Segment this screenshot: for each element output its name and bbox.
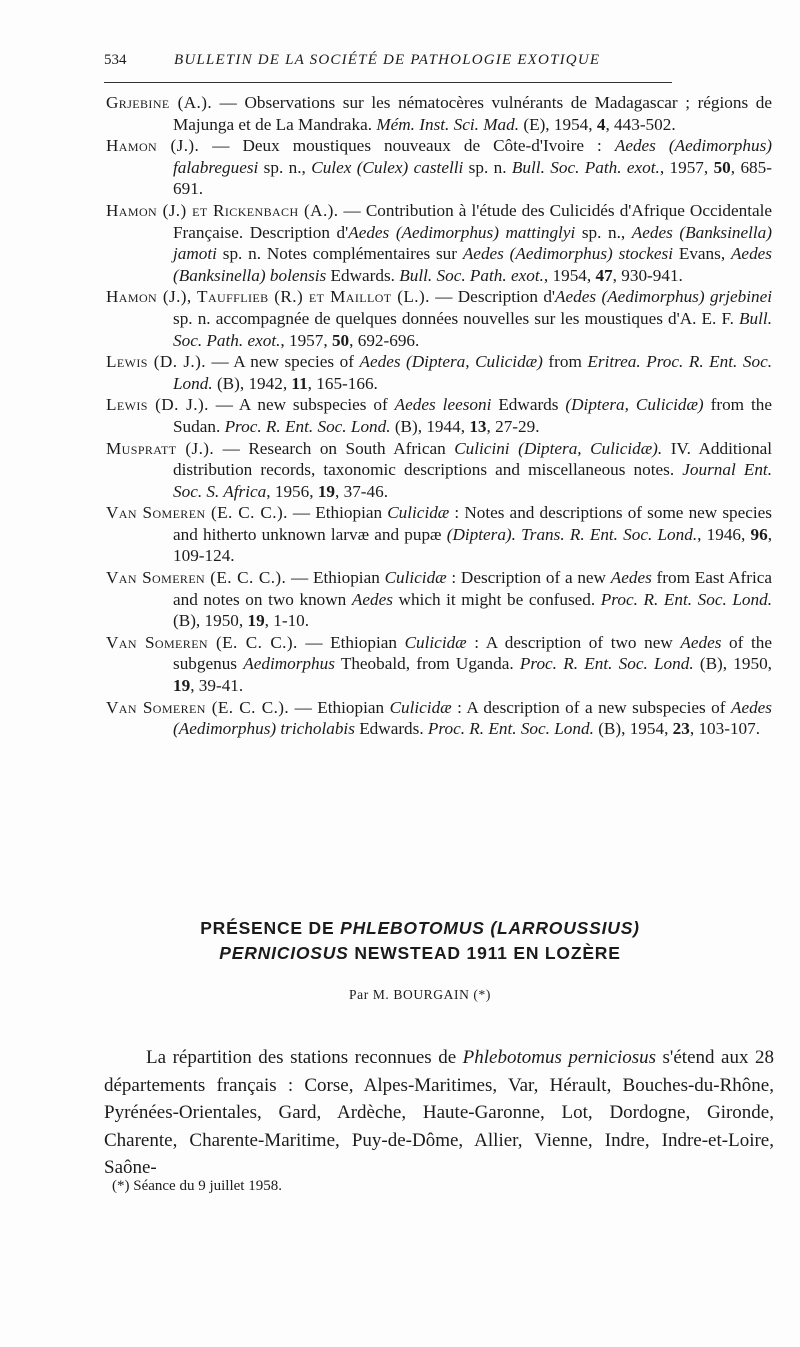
reference-author: Lewis (D. J.).: [106, 395, 209, 415]
reference-author: Van Someren (E. C. C.).: [106, 568, 287, 588]
reference-author: Hamon (J.).: [106, 136, 200, 156]
journal-name: Bull. Soc. Path. exot.: [511, 157, 660, 177]
page-header: [104, 50, 674, 76]
reference-item: Muspratt (J.). — Research on South African Culicini (Diptera, Culicidæ). IV. Additional distribution records, taxonomic descriptions and miscellaneous notes. Journal Ent. Soc. S. Africa, 1956, 19, 37-46.: [106, 438, 772, 501]
species-name: Aedimorphus: [243, 654, 335, 674]
volume-number: 19: [317, 481, 335, 501]
species-name: Aedes leesoni: [394, 395, 492, 415]
reference-item: Lewis (D. J.). — A new subspecies of Aedes leesoni Edwards (Diptera, Culicidæ) from the Sudan. Proc. R. Ent. Soc. Lond. (B), 1944, 13, 27-29.: [106, 395, 772, 436]
page-number: 534: [104, 52, 127, 68]
reference-item: Hamon (J.), Taufflieb (R.) et Maillot (L.). — Description d'Aedes (Aedimorphus) grjebinei sp. n. accompagnée de quelques données nouvelles sur les moustiques d'A. E. F. Bull. Soc. Path. exot., 1957, 50, 692-696.: [106, 287, 773, 350]
reference-author: Lewis (D. J.).: [106, 352, 206, 372]
reference-item: Hamon (J.). — Deux moustiques nouveaux de Côte-d'Ivoire : Aedes (Aedimorphus) falabreguesi sp. n., Culex (Culex) castelli sp. n. Bull. Soc. Path. exot., 1957, 50, 685-691.: [106, 136, 772, 199]
article-title: PRÉSENCE DE PHLEBOTOMUS (LARROUSSIUS) PERNICIOSUS NEWSTEAD 1911 EN LOZÈRE: [200, 918, 640, 963]
reference-author: Van Someren (E. C. C.).: [106, 697, 290, 717]
volume-number: 19: [247, 611, 265, 631]
species-name: Culicidæ: [389, 697, 452, 717]
species-name: Culex (Culex) castelli: [311, 157, 464, 177]
reference-item: Van Someren (E. C. C.). — Ethiopian Culicidæ : A description of a new subspecies of Aedes (Aedimorphus) tricholabis Edwards. Proc. R. Ent. Soc. Lond. (B), 1954, 23, 103-107.: [106, 697, 772, 739]
footnote: (*) Séance du 9 juillet 1958.: [112, 1178, 282, 1194]
volume-number: 11: [291, 373, 308, 393]
volume-number: 96: [750, 524, 768, 544]
running-title: BULLETIN DE LA SOCIÉTÉ DE PATHOLOGIE EXOTIQUE: [174, 52, 601, 68]
species-name: Aedes (Aedimorphus) mattinglyi: [348, 222, 576, 242]
title-species: PHLEBOTOMUS (LARROUSSIUS) PERNICIOSUS: [219, 918, 640, 963]
journal-name: Proc. R. Ent. Soc. Lond.: [519, 654, 694, 674]
species-name: Culicidæ: [404, 632, 467, 652]
journal-name: Journal Ent. Soc. S. Africa: [173, 460, 772, 501]
journal-name: Proc. R. Ent. Soc. Lond.: [224, 416, 391, 436]
journal-name: Proc. R. Ent. Soc. Lond.: [600, 589, 772, 609]
volume-number: 47: [595, 265, 613, 285]
reference-item: Van Someren (E. C. C.). — Ethiopian Culicidæ : A description of two new Aedes of the subgenus Aedimorphus Theobald, from Uganda. Proc. R. Ent. Soc. Lond. (B), 1950, 19, 39-41.: [106, 632, 772, 696]
reference-author: Hamon (J.) et Rickenbach (A.).: [106, 200, 339, 220]
journal-name: Mém. Inst. Sci. Mad.: [376, 114, 520, 134]
species-name: Aedes (Aedimorphus) stockesi: [462, 244, 673, 264]
species-name: (Diptera, Culicidæ): [565, 395, 704, 415]
header-rule: [104, 82, 672, 83]
reference-item: Grjebine (A.). — Observations sur les nématocères vulnérants de Madagascar ; régions de Majunga et de La Mandraka. Mém. Inst. Sci. Mad. (E), 1954, 4, 443-502.: [106, 93, 773, 134]
species-name: Aedes (Aedimorphus) tricholabis: [173, 697, 772, 739]
species-name: Aedes (Diptera, Culicidæ): [359, 352, 543, 372]
species-name: Culicidæ: [387, 503, 450, 523]
volume-number: 23: [672, 719, 690, 739]
body-species: Phlebotomus perniciosus: [462, 1047, 657, 1068]
species-name: (Diptera).: [446, 524, 516, 544]
species-name: Aedes (Aedimorphus) grjebinei: [555, 287, 773, 307]
article-byline: Par M. BOURGAIN (*): [349, 987, 491, 1002]
journal-name: Trans. R. Ent. Soc. Lond.: [521, 524, 698, 544]
volume-number: 13: [469, 416, 487, 436]
reference-author: Muspratt (J.).: [106, 438, 215, 458]
reference-author: Hamon (J.), Taufflieb (R.) et Maillot (L.).: [106, 287, 430, 307]
reference-list: [106, 92, 772, 740]
volume-number: 4: [596, 114, 606, 134]
reference-author: Van Someren (E. C. C.).: [106, 632, 298, 652]
species-name: Aedes (Aedimorphus) falabreguesi: [173, 136, 772, 177]
volume-number: 50: [331, 330, 350, 350]
volume-number: 50: [713, 157, 731, 177]
journal-name: Bull. Soc. Path. exot.: [399, 265, 544, 285]
species-name: Aedes: [610, 568, 652, 588]
reference-author: Van Someren (E. C. C.).: [106, 503, 288, 523]
species-name: Aedes (Banksinella) jamoti: [173, 222, 772, 264]
species-name: Culicini (Diptera, Culicidæ).: [454, 438, 663, 458]
species-name: Aedes (Banksinella) bolensis: [173, 244, 772, 285]
journal-name: Proc. R. Ent. Soc. Lond.: [427, 719, 594, 739]
journal-name: Proc. R. Ent. Soc. Lond.: [173, 352, 772, 393]
journal-name: Bull. Soc. Path. exot.: [173, 308, 772, 350]
reference-author: Grjebine (A.).: [106, 93, 213, 112]
reference-item: Lewis (D. J.). — A new species of Aedes (Diptera, Culicidæ) from Eritrea. Proc. R. Ent. Soc. Lond. (B), 1942, 11, 165-166.: [106, 352, 772, 393]
species-name: Aedes: [351, 589, 393, 609]
reference-item: Hamon (J.) et Rickenbach (A.). — Contribution à l'étude des Culicidés d'Afrique Occidentale Française. Description d'Aedes (Aedimorphus) mattinglyi sp. n., Aedes (Banksinella) jamoti sp. n. Notes complémentaires sur Aedes (Aedimorphus) stockesi Evans, Aedes (Banksinella) bolensis Edwards. Bull. Soc. Path. exot., 1954, 47, 930-941.: [106, 200, 773, 285]
place-name: Eritrea.: [587, 352, 641, 372]
reference-item: Van Someren (E. C. C.). — Ethiopian Culicidæ : Description of a new Aedes from East Africa and notes on two known Aedes which it might be confused. Proc. R. Ent. Soc. Lond. (B), 1950, 19, 1-10.: [106, 568, 772, 631]
volume-number: 19: [173, 676, 191, 696]
article-body-paragraph: La répartition des stations reconnues de Phlebotomus perniciosus s'étend aux 28 départements français : Corse, Alpes-Maritimes, Var, Hérault, Bouches-du-Rhône, Pyrénées-Orientales, Gard, Ardèche, Haute-Garonne, Lot, Dordogne, Gironde, Charente, Charente-Maritime, Puy-de-Dôme, Allier, Vienne, Indre, Indre-et-Loire, Saône-: [104, 1047, 774, 1179]
species-name: Culicidæ: [384, 568, 447, 588]
species-name: Aedes: [680, 632, 722, 652]
reference-item: Van Someren (E. C. C.). — Ethiopian Culicidæ : Notes and descriptions of some new species and hitherto unknown larvæ and pupæ (Diptera). Trans. R. Ent. Soc. Lond., 1946, 96, 109-124.: [106, 503, 772, 566]
